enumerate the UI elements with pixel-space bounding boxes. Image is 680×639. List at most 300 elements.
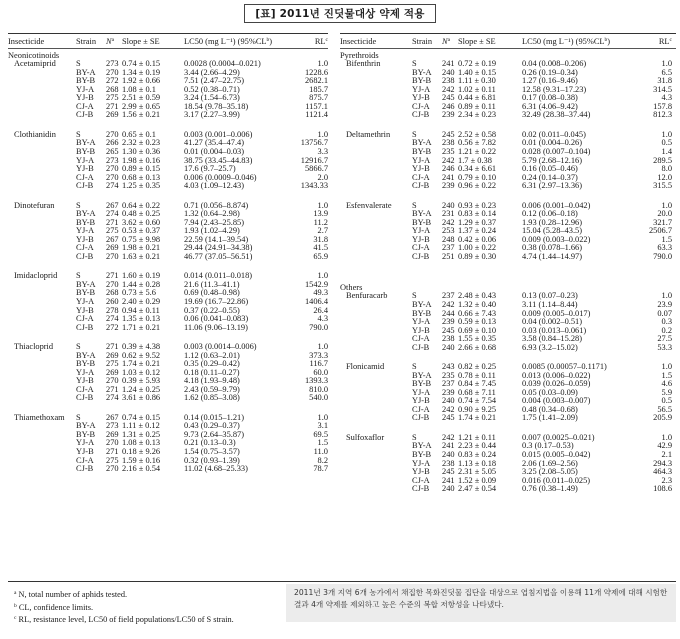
cell-strain: BY-A <box>76 350 96 360</box>
cell-insecticide <box>8 324 76 333</box>
cell-rl: 8.2 <box>317 455 328 465</box>
cell-slope: 2.48 ± 0.43 <box>458 291 497 301</box>
cell-insecticide <box>340 253 412 262</box>
cell-rl: 4.6 <box>661 379 672 389</box>
cell-n: 240 <box>442 342 455 352</box>
cell-rl: 12.0 <box>657 172 672 182</box>
cell-n: 266 <box>106 138 119 148</box>
cell-rl: 1.0 <box>661 362 672 372</box>
cell-insecticide <box>340 182 412 191</box>
cell-insecticide <box>340 111 412 120</box>
cell-lc50: 11.02 (4.68–25.33) <box>184 464 248 474</box>
cell-insecticide: Bifenthrin <box>346 60 381 69</box>
cell-n: 273 <box>106 59 119 69</box>
table-row <box>340 460 676 469</box>
table-row <box>340 165 676 174</box>
cell-insecticide <box>8 111 76 120</box>
cell-strain: BY-A <box>412 441 432 451</box>
table-row <box>340 244 676 253</box>
header-rl: $RL^c$ <box>314 36 328 46</box>
cell-rl: 13756.7 <box>300 138 328 148</box>
cell-slope: 0.90 ± 9.25 <box>458 404 497 414</box>
cell-strain: YJ-A <box>412 458 431 468</box>
cell-rl: 464.3 <box>653 467 672 477</box>
cell-n: 251 <box>442 251 455 261</box>
table-row <box>340 363 676 372</box>
cell-slope: 2.99 ± 0.65 <box>122 101 161 111</box>
cell-strain: BY-A <box>412 209 432 219</box>
cell-slope: 2.66 ± 0.68 <box>458 342 497 352</box>
cell-n: 267 <box>106 234 119 244</box>
table-row <box>340 468 676 477</box>
cell-lc50: 7.94 (2.43–25.85) <box>184 217 245 227</box>
table-row <box>8 236 328 245</box>
header-lc50: LC50 (mg L⁻¹) $(95\%CL^b)$ <box>522 37 611 46</box>
cell-insecticide <box>8 298 76 307</box>
table-row <box>8 131 328 140</box>
cell-n: 269 <box>106 110 119 120</box>
cell-slope: 0.65 ± 0.1 <box>122 129 156 139</box>
header-strain: Strain <box>76 36 97 46</box>
cell-insecticide <box>8 148 76 157</box>
cell-rl: 0.5 <box>661 138 672 148</box>
cell-rl: 289.5 <box>653 155 672 165</box>
cell-rl: 69.5 <box>313 429 328 439</box>
table-row <box>340 157 676 166</box>
cell-rl: 2.7 <box>317 226 328 236</box>
cell-strain: BY-B <box>76 288 96 298</box>
cell-lc50: 0.71 (0.056–8.874) <box>184 200 249 210</box>
cell-n: 239 <box>442 181 455 191</box>
table-row <box>340 344 676 353</box>
cell-rl: 23.9 <box>657 299 672 309</box>
cell-rl: 60.0 <box>313 367 328 377</box>
cell-rl: 116.7 <box>309 359 328 369</box>
cell-n: 248 <box>442 234 455 244</box>
left-table-body <box>8 51 328 474</box>
cell-insecticide <box>8 103 76 112</box>
cell-strain: YJ-A <box>412 226 431 236</box>
cell-n: 237 <box>442 243 455 253</box>
cell-slope: 1.52 ± 0.09 <box>458 475 497 485</box>
cell-n: 270 <box>106 129 119 139</box>
cell-slope: 1.29 ± 0.37 <box>458 217 497 227</box>
cell-lc50: 0.003 (0.0014–0.006) <box>184 342 257 352</box>
footnote-c: $^c$ RL, resistance level, LC50 of field populations/LC50 of S strain. <box>14 615 234 625</box>
cell-slope: 1.21 ± 0.11 <box>458 432 496 442</box>
cell-lc50: 7.51 (2.47–22.75) <box>184 76 245 86</box>
cell-lc50: 38.75 (33.45–44.83) <box>184 155 253 165</box>
table-row <box>340 60 676 69</box>
cell-lc50: 0.013 (0.006–0.022) <box>522 370 591 380</box>
cell-slope: 1.08 ± 0.13 <box>122 438 161 448</box>
cell-n: 246 <box>442 101 455 111</box>
header-slope: Slope ± SE <box>458 36 496 46</box>
cell-lc50: 4.03 (1.09–12.43) <box>184 181 245 191</box>
table-row <box>340 131 676 140</box>
cell-insecticide <box>340 86 412 95</box>
cell-strain: YJ-A <box>76 155 95 165</box>
cell-insecticide <box>340 442 412 451</box>
cell-slope: 0.48 ± 0.25 <box>122 209 161 219</box>
cell-n: 270 <box>106 376 119 386</box>
table-row <box>340 148 676 157</box>
cell-lc50: 0.69 (0.48–0.98) <box>184 288 240 298</box>
cell-strain: YJ-A <box>412 84 431 94</box>
cell-lc50: 1.27 (0.16–9.46) <box>522 76 578 86</box>
cell-lc50: 0.009 (0.005–0.017) <box>522 308 591 318</box>
cell-insecticide <box>340 157 412 166</box>
header-strain: Strain <box>412 36 433 46</box>
table-row <box>8 227 328 236</box>
cell-strain: YJ-A <box>76 226 95 236</box>
cell-rl: 5866.7 <box>304 164 328 174</box>
cell-strain: S <box>76 412 81 422</box>
table-row <box>8 360 328 369</box>
cell-n: 242 <box>442 404 455 414</box>
cell-n: 241 <box>442 59 455 69</box>
cell-slope: 1.59 ± 0.16 <box>122 455 161 465</box>
cell-rl: 540.0 <box>309 393 328 403</box>
cell-slope: 2.47 ± 0.54 <box>458 484 497 494</box>
table-row <box>340 406 676 415</box>
cell-insecticide <box>8 439 76 448</box>
table-row <box>8 281 328 290</box>
cell-rl: 1.0 <box>317 412 328 422</box>
cell-strain: BY-A <box>76 67 96 77</box>
cell-n: 240 <box>442 396 455 406</box>
table-row <box>8 202 328 211</box>
cell-strain: CJ-B <box>76 393 94 403</box>
cell-lc50: 15.04 (5.28–43.5) <box>522 226 583 236</box>
table-row <box>8 253 328 262</box>
cell-n: 275 <box>106 455 119 465</box>
cell-rl: 27.5 <box>657 334 672 344</box>
cell-slope: 0.42 ± 0.06 <box>458 234 497 244</box>
cell-n: 242 <box>442 84 455 94</box>
header-lc50: LC50 (mg L⁻¹) $(95\%CL^b)$ <box>184 37 273 46</box>
cell-rl: 3.1 <box>317 421 328 431</box>
cell-strain: BY-A <box>412 370 432 380</box>
cell-rl: 1.5 <box>661 234 672 244</box>
cell-rl: 41.5 <box>313 243 328 253</box>
table-row <box>340 94 676 103</box>
cell-strain: YJ-B <box>412 396 430 406</box>
cell-lc50: 12.58 (9.31–17.23) <box>522 84 587 94</box>
cell-rl: 157.8 <box>653 101 672 111</box>
cell-strain: S <box>412 59 417 69</box>
cell-slope: 1.40 ± 0.15 <box>458 67 497 77</box>
cell-rl: 2.3 <box>661 475 672 485</box>
cell-n: 242 <box>442 217 455 227</box>
cell-strain: BY-B <box>412 308 432 318</box>
cell-n: 241 <box>442 441 455 451</box>
cell-lc50: 0.37 (0.22–0.55) <box>184 305 240 315</box>
cell-insecticide: Esfenvalerate <box>346 201 392 210</box>
cell-insecticide <box>8 307 76 316</box>
cell-lc50: 3.11 (1.14–8.44) <box>522 299 578 309</box>
cell-insecticide <box>340 236 412 245</box>
cell-rl: 5.9 <box>661 387 672 397</box>
cell-n: 270 <box>106 67 119 77</box>
cell-lc50: 0.004 (0.003–0.007) <box>522 396 591 406</box>
cell-lc50: 6.93 (3.2–15.02) <box>522 342 578 352</box>
cell-rl: 31.8 <box>657 76 672 86</box>
cell-rl: 4.3 <box>317 314 328 324</box>
cell-insecticide <box>8 352 76 361</box>
cell-rl: 1343.33 <box>300 181 328 191</box>
cell-insecticide <box>340 380 412 389</box>
cell-n: 270 <box>106 251 119 261</box>
cell-strain: BY-A <box>76 138 96 148</box>
cell-n: 272 <box>106 322 119 332</box>
cell-n: 240 <box>442 449 455 459</box>
cell-lc50: 0.32 (0.93–1.39) <box>184 455 240 465</box>
cell-strain: YJ-A <box>412 387 431 397</box>
cell-rl: 790.0 <box>309 322 328 332</box>
cell-lc50: 0.18 (0.11–0.27) <box>184 367 240 377</box>
cell-slope: 1.98 ± 0.21 <box>122 243 161 253</box>
cell-slope: 2.31 ± 5.05 <box>458 467 497 477</box>
table-row <box>8 465 328 474</box>
cell-lc50: 5.79 (2.68–12.16) <box>522 155 583 165</box>
cell-slope: 1.21 ± 0.22 <box>458 147 497 156</box>
table-row <box>340 327 676 336</box>
cell-insecticide <box>340 94 412 103</box>
cell-slope: 1.60 ± 0.19 <box>122 271 161 281</box>
cell-n: 270 <box>106 172 119 182</box>
cell-insecticide <box>8 139 76 148</box>
cell-strain: BY-A <box>76 209 96 219</box>
cell-rl: 2.0 <box>317 172 328 182</box>
header-rule <box>8 48 328 49</box>
cell-insecticide: Sulfoxaflor <box>346 433 385 442</box>
row-gap <box>8 403 328 414</box>
cell-n: 267 <box>106 412 119 422</box>
cell-lc50: 0.003 (0.001–0.006) <box>184 129 253 139</box>
cell-n: 240 <box>442 200 455 210</box>
cell-insecticide: Deltamethrin <box>346 130 391 139</box>
cell-rl: 0.3 <box>661 317 672 327</box>
table-row <box>8 386 328 395</box>
table-row <box>340 219 676 228</box>
cell-insecticide <box>340 318 412 327</box>
table-row <box>340 182 676 191</box>
table-row <box>8 86 328 95</box>
cell-lc50: 0.009 (0.003–0.022) <box>522 234 591 244</box>
cell-slope: 2.40 ± 0.29 <box>122 296 161 306</box>
cell-rl: 812.3 <box>653 110 672 120</box>
cell-strain: CJ-A <box>76 384 94 394</box>
cell-strain: BY-B <box>76 147 96 156</box>
footnotes <box>14 588 274 626</box>
cell-slope: 1.74 ± 0.21 <box>458 413 497 423</box>
cell-insecticide <box>8 219 76 228</box>
cell-slope: 1.92 ± 0.66 <box>122 76 161 86</box>
cell-slope: 1.44 ± 0.28 <box>122 279 161 289</box>
cell-slope: 1.63 ± 0.21 <box>122 251 161 261</box>
cell-strain: BY-B <box>412 379 432 389</box>
cell-lc50: 9.73 (2.64–35.87) <box>184 429 245 439</box>
cell-insecticide <box>340 460 412 469</box>
cell-rl: 78.7 <box>313 464 328 474</box>
cell-rl: 31.8 <box>313 234 328 244</box>
cell-slope: 0.39 ± 5.93 <box>122 376 161 386</box>
cell-slope: 0.83 ± 0.24 <box>458 449 497 459</box>
table-row <box>340 139 676 148</box>
cell-insecticide <box>340 468 412 477</box>
cell-insecticide <box>340 310 412 319</box>
cell-lc50: 1.32 (0.64–2.98) <box>184 209 240 219</box>
cell-insecticide <box>8 227 76 236</box>
cell-rl: 1542.9 <box>304 279 328 289</box>
cell-n: 270 <box>106 279 119 289</box>
cell-strain: YJ-B <box>76 234 94 244</box>
table-row <box>340 77 676 86</box>
cell-strain: YJ-A <box>76 84 95 94</box>
cell-rl: 108.6 <box>653 484 672 494</box>
table-row <box>8 244 328 253</box>
cell-lc50: 0.014 (0.011–0.018) <box>184 271 253 281</box>
cell-slope: 0.82 ± 0.25 <box>458 362 497 372</box>
cell-rl: 1.0 <box>317 129 328 139</box>
cell-strain: BY-A <box>76 279 96 289</box>
cell-slope: 0.69 ± 0.10 <box>458 325 497 335</box>
cell-insecticide <box>8 157 76 166</box>
row-gap <box>340 272 676 283</box>
cell-n: 274 <box>106 314 119 324</box>
cell-lc50: 1.93 (1.02–4.29) <box>184 226 240 236</box>
cell-insecticide <box>340 451 412 460</box>
table-row <box>8 439 328 448</box>
cell-strain: YJ-B <box>412 325 430 335</box>
cell-n: 244 <box>442 308 455 318</box>
cell-lc50: 0.38 (0.078–1.66) <box>522 243 583 253</box>
cell-rl: 1.0 <box>661 59 672 69</box>
cell-rl: 314.5 <box>653 84 672 94</box>
cell-lc50: 0.76 (0.38–1.49) <box>522 484 578 494</box>
cell-lc50: 0.13 (0.07–0.23) <box>522 291 578 301</box>
cell-insecticide <box>8 289 76 298</box>
right-table-panel <box>340 33 676 494</box>
cell-slope: 0.84 ± 7.45 <box>458 379 497 389</box>
cell-strain: YJ-A <box>76 367 95 377</box>
cell-lc50: 1.54 (0.75–3.57) <box>184 446 240 456</box>
cell-insecticide <box>340 103 412 112</box>
cell-lc50: 0.006 (0.0009–0.046) <box>184 172 257 182</box>
cell-rl: 1393.3 <box>304 376 328 386</box>
header-n: $N^a$ <box>106 36 115 46</box>
table-row <box>8 94 328 103</box>
cell-slope: 0.73 ± 5.6 <box>122 288 156 298</box>
cell-rl: 1.0 <box>661 200 672 210</box>
cell-rl: 13.9 <box>313 209 328 219</box>
cell-n: 260 <box>106 296 119 306</box>
cell-rl: 49.3 <box>313 288 328 298</box>
cell-insecticide <box>8 77 76 86</box>
cell-insecticide <box>8 422 76 431</box>
cell-strain: YJ-A <box>76 438 95 448</box>
cell-rl: 6.5 <box>661 67 672 77</box>
cell-slope: 1.55 ± 0.35 <box>458 334 497 344</box>
cell-rl: 4.3 <box>661 93 672 103</box>
cell-n: 241 <box>442 475 455 485</box>
row-gap <box>340 352 676 363</box>
cell-lc50: 0.24 (0.14–0.37) <box>522 172 578 182</box>
cell-slope: 0.96 ± 0.22 <box>458 181 497 191</box>
table-row <box>8 111 328 120</box>
cell-slope: 3.62 ± 0.60 <box>122 217 161 227</box>
cell-insecticide <box>340 344 412 353</box>
table-row <box>340 434 676 443</box>
cell-strain: CJ-A <box>76 314 94 324</box>
table-row <box>340 477 676 486</box>
cell-slope: 1.56 ± 0.21 <box>122 110 161 120</box>
table-row <box>8 414 328 423</box>
cell-insecticide <box>8 253 76 262</box>
cell-n: 271 <box>106 384 119 394</box>
cell-insecticide: Imidacloprid <box>14 272 58 281</box>
cell-lc50: 3.25 (2.08–5.05) <box>522 467 578 477</box>
cell-insecticide <box>340 406 412 415</box>
cell-lc50: 0.05 (0.03–0.09) <box>522 387 578 397</box>
cell-slope: 0.34 ± 6.61 <box>458 164 497 174</box>
title-wrap <box>0 4 680 23</box>
cell-strain: CJ-A <box>76 455 94 465</box>
table-row <box>8 307 328 316</box>
cell-n: 273 <box>106 155 119 165</box>
cell-n: 240 <box>442 484 455 494</box>
cell-insecticide <box>8 394 76 403</box>
cell-n: 242 <box>442 432 455 442</box>
cell-slope: 0.74 ± 0.15 <box>122 59 161 69</box>
cell-strain: S <box>76 59 81 69</box>
cell-n: 245 <box>442 129 455 139</box>
cell-slope: 2.23 ± 0.44 <box>458 441 497 451</box>
header-rl: $RL^c$ <box>658 36 672 46</box>
cell-lc50: 3.44 (2.66–4.29) <box>184 67 240 77</box>
cell-lc50: 29.44 (24.91–34.38) <box>184 243 253 253</box>
cell-lc50: 3.58 (0.84–15.28) <box>522 334 583 344</box>
footnote-a: $^a$ N, total number of aphids tested. <box>14 590 128 599</box>
cell-rl: 56.5 <box>657 404 672 414</box>
cell-rl: 810.0 <box>309 384 328 394</box>
cell-rl: 0.2 <box>661 325 672 335</box>
cell-n: 245 <box>442 325 455 335</box>
cell-strain: YJ-B <box>412 467 430 477</box>
cell-n: 241 <box>442 172 455 182</box>
cell-insecticide <box>8 94 76 103</box>
cell-n: 267 <box>106 200 119 210</box>
cell-slope: 0.89 ± 0.30 <box>458 251 497 261</box>
table-row <box>8 394 328 403</box>
table-row <box>340 210 676 219</box>
cell-insecticide <box>340 389 412 398</box>
cell-insecticide <box>8 182 76 191</box>
cell-lc50: 3.17 (2.27–3.99) <box>184 110 240 120</box>
header-row <box>340 34 676 48</box>
cell-lc50: 3.24 (1.54–6.73) <box>184 93 240 103</box>
cell-strain: YJ-B <box>412 234 430 244</box>
cell-lc50: 0.16 (0.05–0.46) <box>522 164 578 174</box>
cell-n: 270 <box>106 164 119 174</box>
cell-n: 275 <box>106 93 119 103</box>
row-gap <box>340 120 676 131</box>
cell-strain: CJ-A <box>412 404 430 414</box>
cell-insecticide <box>340 372 412 381</box>
cell-lc50: 1.12 (0.63–2.01) <box>184 350 240 360</box>
cell-slope: 2.16 ± 0.54 <box>122 464 161 474</box>
